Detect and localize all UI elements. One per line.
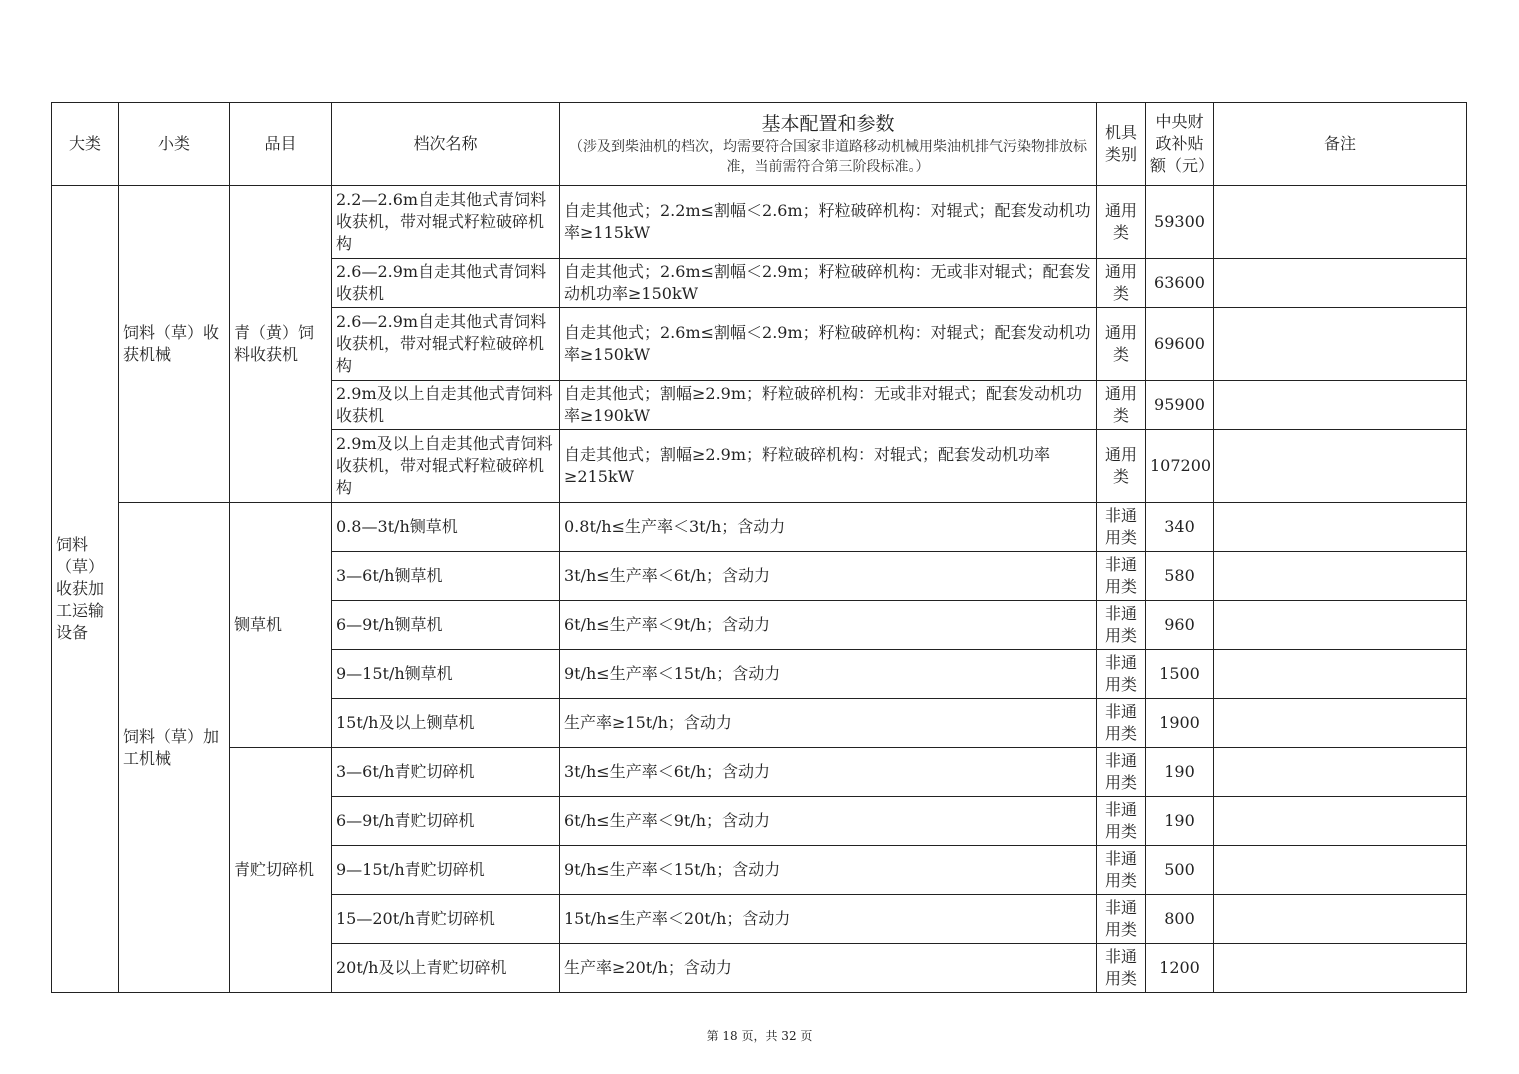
machine-type-cell: 非通用类 [1097,699,1146,748]
config-cell: 0.8t/h≤生产率＜3t/h；含动力 [560,503,1097,552]
remark-cell [1214,259,1467,308]
subcategory-cell: 饲料（草）收获机械 [119,186,230,503]
grade-name-cell: 2.6—2.9m自走其他式青饲料收获机，带对辊式籽粒破碎机构 [332,308,560,381]
grade-name-cell: 6—9t/h青贮切碎机 [332,797,560,846]
config-cell: 生产率≥20t/h；含动力 [560,944,1097,993]
remark-cell [1214,699,1467,748]
grade-name-cell: 20t/h及以上青贮切碎机 [332,944,560,993]
header-remarks: 备注 [1214,103,1467,186]
grade-name-cell: 2.2—2.6m自走其他式青饲料收获机，带对辊式籽粒破碎机构 [332,186,560,259]
header-row [52,103,1467,186]
table-row [52,186,1467,259]
grade-name-cell: 9—15t/h铡草机 [332,650,560,699]
subsidy-cell: 500 [1146,846,1214,895]
item-cell: 青贮切碎机 [230,748,332,993]
header-machine-type: 机具类别 [1097,103,1146,186]
grade-name-cell: 6—9t/h铡草机 [332,601,560,650]
remark-cell [1214,797,1467,846]
config-cell: 6t/h≤生产率＜9t/h；含动力 [560,601,1097,650]
machine-type-cell: 非通用类 [1097,895,1146,944]
subsidy-cell: 69600 [1146,308,1214,381]
machine-type-cell: 非通用类 [1097,552,1146,601]
grade-name-cell: 2.9m及以上自走其他式青饲料收获机，带对辊式籽粒破碎机构 [332,430,560,503]
subsidy-cell: 190 [1146,797,1214,846]
item-cell: 铡草机 [230,503,332,748]
grade-name-cell: 15—20t/h青贮切碎机 [332,895,560,944]
remark-cell [1214,186,1467,259]
header-category: 大类 [52,103,119,186]
remark-cell [1214,601,1467,650]
config-cell: 自走其他式；2.2m≤割幅＜2.6m；籽粒破碎机构：对辊式；配套发动机功率≥115kW [560,186,1097,259]
remark-cell [1214,381,1467,430]
machine-type-cell: 非通用类 [1097,748,1146,797]
config-cell: 6t/h≤生产率＜9t/h；含动力 [560,797,1097,846]
subsidy-cell: 95900 [1146,381,1214,430]
config-cell: 自走其他式；割幅≥2.9m；籽粒破碎机构：无或非对辊式；配套发动机功率≥190kW [560,381,1097,430]
subsidy-cell: 59300 [1146,186,1214,259]
machine-type-cell: 非通用类 [1097,846,1146,895]
config-cell: 3t/h≤生产率＜6t/h；含动力 [560,552,1097,601]
header-config [560,103,1097,186]
header-grade-name: 档次名称 [332,103,560,186]
remark-cell [1214,846,1467,895]
remark-cell [1214,503,1467,552]
config-cell: 生产率≥15t/h；含动力 [560,699,1097,748]
subsidy-cell: 960 [1146,601,1214,650]
config-cell: 15t/h≤生产率＜20t/h；含动力 [560,895,1097,944]
subsidy-cell: 1200 [1146,944,1214,993]
subsidy-cell: 1500 [1146,650,1214,699]
grade-name-cell: 2.9m及以上自走其他式青饲料收获机 [332,381,560,430]
subsidy-cell: 107200 [1146,430,1214,503]
config-cell: 自走其他式；2.6m≤割幅＜2.9m；籽粒破碎机构：无或非对辊式；配套发动机功率≥150kW [560,259,1097,308]
config-cell: 自走其他式；割幅≥2.9m；籽粒破碎机构：对辊式；配套发动机功率≥215kW [560,430,1097,503]
subsidy-cell: 340 [1146,503,1214,552]
subsidy-table [51,102,1467,993]
config-cell: 9t/h≤生产率＜15t/h；含动力 [560,650,1097,699]
machine-type-cell: 通用类 [1097,430,1146,503]
header-item: 品目 [230,103,332,186]
category-cell: 饲料（草）收获加工运输设备 [52,186,119,993]
table-row [52,503,1467,552]
machine-type-cell: 通用类 [1097,259,1146,308]
config-cell: 3t/h≤生产率＜6t/h；含动力 [560,748,1097,797]
grade-name-cell: 3—6t/h青贮切碎机 [332,748,560,797]
remark-cell [1214,895,1467,944]
subsidy-cell: 800 [1146,895,1214,944]
header-config-note: （涉及到柴油机的档次，均需要符合国家非道路移动机械用柴油机排气污染物排放标准，当前需符合第三阶段标准。） [569,139,1087,175]
machine-type-cell: 非通用类 [1097,601,1146,650]
remark-cell [1214,552,1467,601]
grade-name-cell: 15t/h及以上铡草机 [332,699,560,748]
grade-name-cell: 2.6—2.9m自走其他式青饲料收获机 [332,259,560,308]
item-cell: 青（黄）饲料收获机 [230,186,332,503]
machine-type-cell: 非通用类 [1097,797,1146,846]
remark-cell [1214,430,1467,503]
subsidy-cell: 190 [1146,748,1214,797]
header-config-title: 基本配置和参数 [761,113,895,135]
remark-cell [1214,748,1467,797]
header-subcategory: 小类 [119,103,230,186]
subsidy-cell: 1900 [1146,699,1214,748]
machine-type-cell: 通用类 [1097,381,1146,430]
grade-name-cell: 0.8—3t/h铡草机 [332,503,560,552]
page-footer: 第 18 页，共 32 页 [706,1029,813,1043]
config-cell: 9t/h≤生产率＜15t/h；含动力 [560,846,1097,895]
config-cell: 自走其他式；2.6m≤割幅＜2.9m；籽粒破碎机构：对辊式；配套发动机功率≥150kW [560,308,1097,381]
remark-cell [1214,650,1467,699]
table-row [52,748,1467,797]
header-subsidy: 中央财政补贴额（元） [1146,103,1214,186]
machine-type-cell: 非通用类 [1097,650,1146,699]
remark-cell [1214,944,1467,993]
machine-type-cell: 通用类 [1097,308,1146,381]
subcategory-cell: 饲料（草）加工机械 [119,503,230,993]
machine-type-cell: 非通用类 [1097,944,1146,993]
grade-name-cell: 3—6t/h铡草机 [332,552,560,601]
machine-type-cell: 通用类 [1097,186,1146,259]
remark-cell [1214,308,1467,381]
subsidy-cell: 63600 [1146,259,1214,308]
grade-name-cell: 9—15t/h青贮切碎机 [332,846,560,895]
machine-type-cell: 非通用类 [1097,503,1146,552]
subsidy-cell: 580 [1146,552,1214,601]
